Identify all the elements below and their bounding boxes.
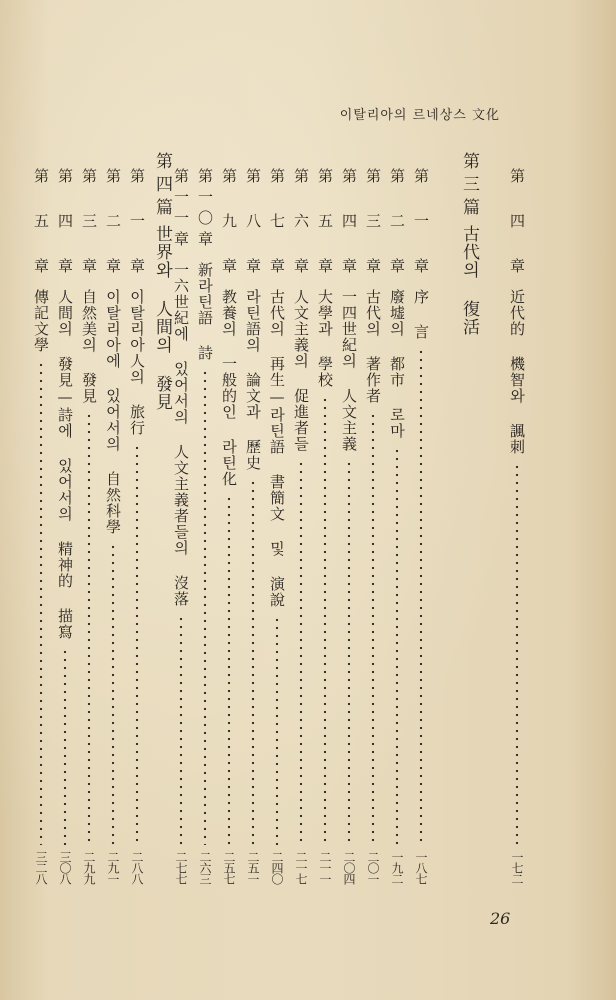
leader-dots: [363, 412, 383, 845]
part-label: 第三篇: [459, 152, 479, 221]
leader-dots: [387, 447, 407, 845]
chapter-title: 이탈리아에 있어서의 自然科學: [104, 289, 122, 535]
toc-page-number: 二七七: [174, 851, 188, 884]
toc-page-number: 二九九: [82, 851, 96, 884]
toc-entry: [55, 168, 75, 640]
toc-entry: [291, 168, 311, 452]
chapter-label: 第 四 章: [340, 168, 358, 279]
running-head: 이탈리아의 르네상스 文化: [339, 108, 500, 123]
chapter-title: 序 言: [412, 289, 430, 340]
chapter-title: 大學과 學校: [316, 289, 334, 388]
toc-entry: [507, 168, 527, 455]
chapter-title: 古代의 著作者: [364, 289, 382, 404]
toc-page-number: 一七二: [510, 851, 524, 884]
leader-dots: [195, 369, 215, 845]
toc-entry: [363, 168, 383, 404]
leader-dots: [55, 648, 75, 845]
chapter-title: 廢墟의 都市 로마: [388, 289, 406, 439]
toc-page-number: 二五一: [246, 851, 260, 884]
chapter-title: 教養의 一般的인 라틴化: [220, 289, 238, 487]
toc-page-number: 二一七: [294, 851, 308, 884]
toc-page-number: 一八七: [414, 851, 428, 884]
toc-page-number: 二〇四: [342, 851, 356, 884]
part-label: 第四篇: [152, 152, 172, 221]
toc-entry: [219, 168, 239, 487]
leader-dots: [507, 463, 527, 845]
chapter-label: 第 四 章: [508, 168, 526, 279]
chapter-label: 第 一 章: [412, 168, 430, 279]
chapter-title: 이탈리아人의 旅行: [128, 289, 146, 436]
chapter-label: 第 八 章: [244, 168, 262, 279]
chapter-title: 라틴語의 論文과 歷史: [244, 289, 262, 471]
toc-entry: [195, 168, 215, 361]
toc-page-number: 二〇一: [366, 851, 380, 884]
toc-page-number: 二六三: [198, 851, 212, 884]
toc-page-number: 一九二: [390, 851, 404, 884]
chapter-label: 第 一 章: [128, 168, 146, 279]
leader-dots: [315, 396, 335, 845]
toc-page-number: 三二八: [34, 851, 48, 884]
leader-dots: [79, 412, 99, 845]
chapter-title: 人間의 發見—詩에 있어서의 精神的 描寫: [56, 289, 74, 640]
toc-page-number: 二八八: [130, 851, 144, 884]
chapter-label: 第 五 章: [316, 168, 334, 279]
toc-entry: [267, 168, 287, 608]
chapter-title: 自然美의 發見: [80, 289, 98, 404]
leader-dots: [127, 444, 147, 845]
chapter-label: 第 九 章: [220, 168, 238, 279]
leader-dots: [411, 348, 431, 845]
leader-dots: [31, 361, 51, 845]
toc-entry: [31, 168, 51, 353]
toc-entry: [103, 168, 123, 535]
leader-dots: [339, 460, 359, 845]
chapter-title: 人文主義의 促進者들: [292, 289, 310, 452]
toc-entry: [387, 168, 407, 439]
chapter-label: 第 七 章: [268, 168, 286, 279]
chapter-title: 近代的 機智와 諷刺: [508, 289, 526, 455]
toc-page-number: 二九一: [106, 851, 120, 884]
chapter-label: 第一一章: [172, 168, 190, 252]
part-heading: [152, 152, 172, 411]
chapter-title: 古代의 再生—라틴語 書簡文 및 演說: [268, 289, 286, 608]
chapter-label: 第 五 章: [32, 168, 50, 279]
toc-entry: [127, 168, 147, 436]
chapter-label: 第 三 章: [364, 168, 382, 279]
toc-page-number: 二五七: [222, 851, 236, 884]
toc-entry: [315, 168, 335, 388]
chapter-title: 一四世紀의 人文主義: [340, 289, 358, 452]
part-title: 古代의 復活: [459, 225, 479, 336]
leader-dots: [243, 479, 263, 845]
chapter-label: 第 六 章: [292, 168, 310, 279]
chapter-label: 第 四 章: [56, 168, 74, 279]
part-heading: [459, 152, 479, 336]
leader-dots: [219, 495, 239, 845]
leader-dots: [103, 543, 123, 845]
toc-entry: [411, 168, 431, 340]
toc-entry: [339, 168, 359, 452]
toc-entry: [243, 168, 263, 471]
leader-dots: [267, 616, 287, 845]
toc-page-number: 三〇八: [58, 851, 72, 884]
leader-dots: [291, 460, 311, 845]
part-title: 世界와 人間의 發見: [152, 225, 172, 411]
chapter-label: 第 三 章: [80, 168, 98, 279]
chapter-title: 新라틴語 詩: [196, 262, 214, 361]
leader-dots: [171, 615, 191, 845]
chapter-label: 第一〇章: [196, 168, 214, 252]
toc-entry: [79, 168, 99, 404]
chapter-title: 一六世紀에 있어서의 人文主義者들의 沒落: [172, 262, 190, 607]
chapter-label: 第 二 章: [104, 168, 122, 279]
toc-page-number: 二四〇: [270, 851, 284, 884]
toc-page-number: 二一一: [318, 851, 332, 884]
toc-entry: [171, 168, 191, 607]
chapter-title: 傳記文學: [32, 289, 50, 353]
chapter-label: 第 二 章: [388, 168, 406, 279]
page-number: 26: [490, 909, 511, 928]
